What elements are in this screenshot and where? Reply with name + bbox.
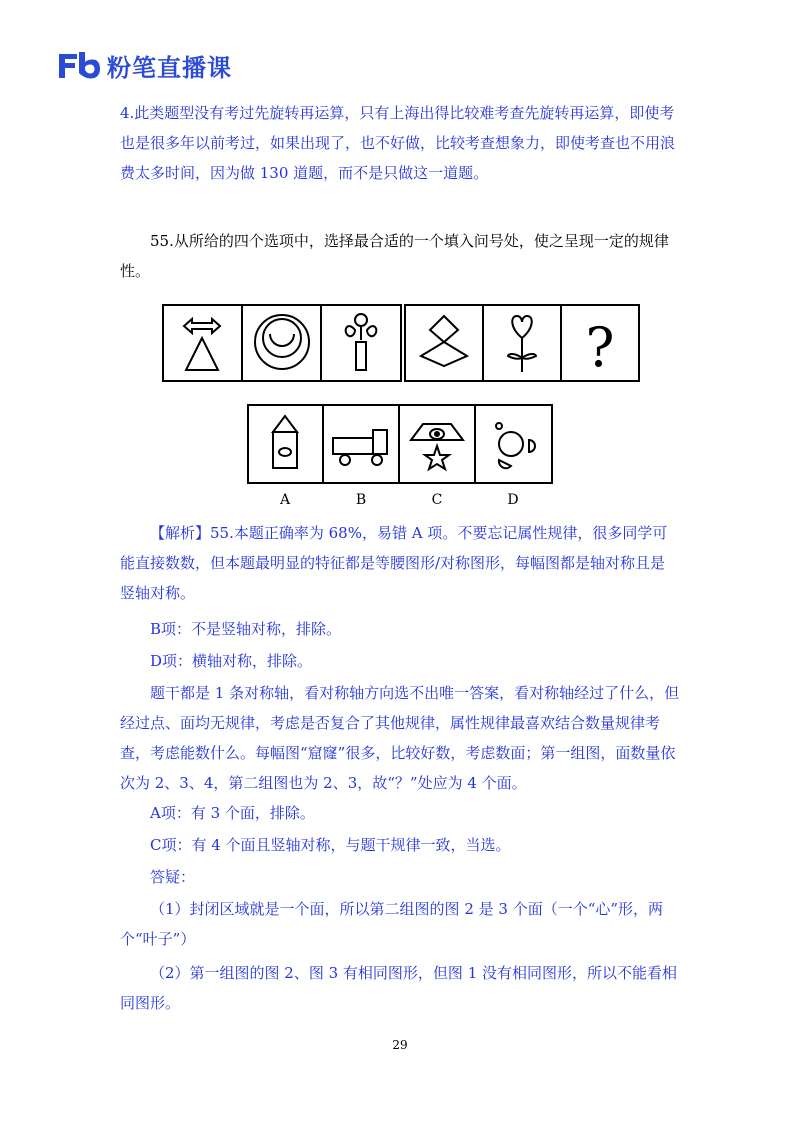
option-c-figure bbox=[411, 424, 463, 469]
option-d-figure bbox=[496, 423, 535, 468]
question-text: 55.从所给的四个选项中，选择最合适的一个填入问号处，使之呈现一定的规律性。 bbox=[120, 232, 669, 280]
analysis-option-a: A项：有 3 个面，排除。 bbox=[150, 804, 315, 822]
analysis-option-b: B项：不是竖轴对称，排除。 bbox=[150, 620, 342, 638]
brand-logo bbox=[57, 49, 232, 81]
option-a-label: A bbox=[279, 492, 291, 508]
stem-figure-4 bbox=[421, 316, 467, 366]
analysis-intro: 【解析】55.本题正确率为 68%，易错 A 项。不要忘记属性规律，很多同学可能直接数数，但本题最明显的特征都是等腰图形/对称图形，每幅图都是轴对称且是竖轴对称。 bbox=[120, 524, 668, 602]
analysis-option-d: D项：横轴对称，排除。 bbox=[150, 652, 313, 670]
stem-figure-5 bbox=[508, 316, 536, 372]
option-b-label: B bbox=[355, 492, 367, 508]
analysis-option-c: C项：有 4 个面且竖轴对称，与题干规律一致，当选。 bbox=[150, 836, 511, 854]
analysis-rule: 题干都是 1 条对称轴，看对称轴方向选不出唯一答案，看对称轴经过了什么，但经过点、面均无规律，考虑是否复合了其他规律，属性规律最喜欢结合数量规律考查，考虑能数什么。每幅图“窟窿”很多，比较好数，考虑数面；第一组图，面数量依次为 2、3、4，第二组图也为 2、3，故“？”处应为 4 个面。 bbox=[120, 684, 680, 792]
option-d-label: D bbox=[507, 492, 519, 508]
option-b-figure bbox=[333, 430, 387, 465]
stem-figure-3 bbox=[346, 314, 377, 370]
option-c-label: C bbox=[431, 492, 443, 508]
note-4: 4.此类题型没有考过先旋转再运算，只有上海出得比较难考查先旋转再运算，即使考也是很多年以前考过，如果出现了，也不好做，比较考查想象力，即使考查也不用浪费太多时间，因为做 130 道题，而不是只做这一道题。 bbox=[120, 104, 676, 182]
stem-figure-2 bbox=[255, 315, 309, 369]
option-a-figure bbox=[273, 416, 297, 468]
stem-figure-1 bbox=[184, 319, 220, 370]
faq-heading: 答疑： bbox=[150, 868, 196, 886]
faq-item-1: （1）封闭区域就是一个面，所以第二组图的图 2 是 3 个面（一个“心”形，两个“叶子”） bbox=[120, 900, 664, 948]
option-figures bbox=[247, 404, 553, 484]
brand-name: 粉笔直播课 bbox=[107, 53, 232, 82]
question-stem-figures bbox=[162, 304, 640, 382]
faq-item-2: （2）第一组图的图 2、图 3 有相同图形，但图 1 没有相同图形，所以不能看相同图形。 bbox=[120, 964, 678, 1012]
stem-question-mark: ? bbox=[585, 316, 615, 379]
page-number: 29 bbox=[392, 1038, 408, 1052]
fenbi-logo-icon bbox=[57, 50, 101, 80]
